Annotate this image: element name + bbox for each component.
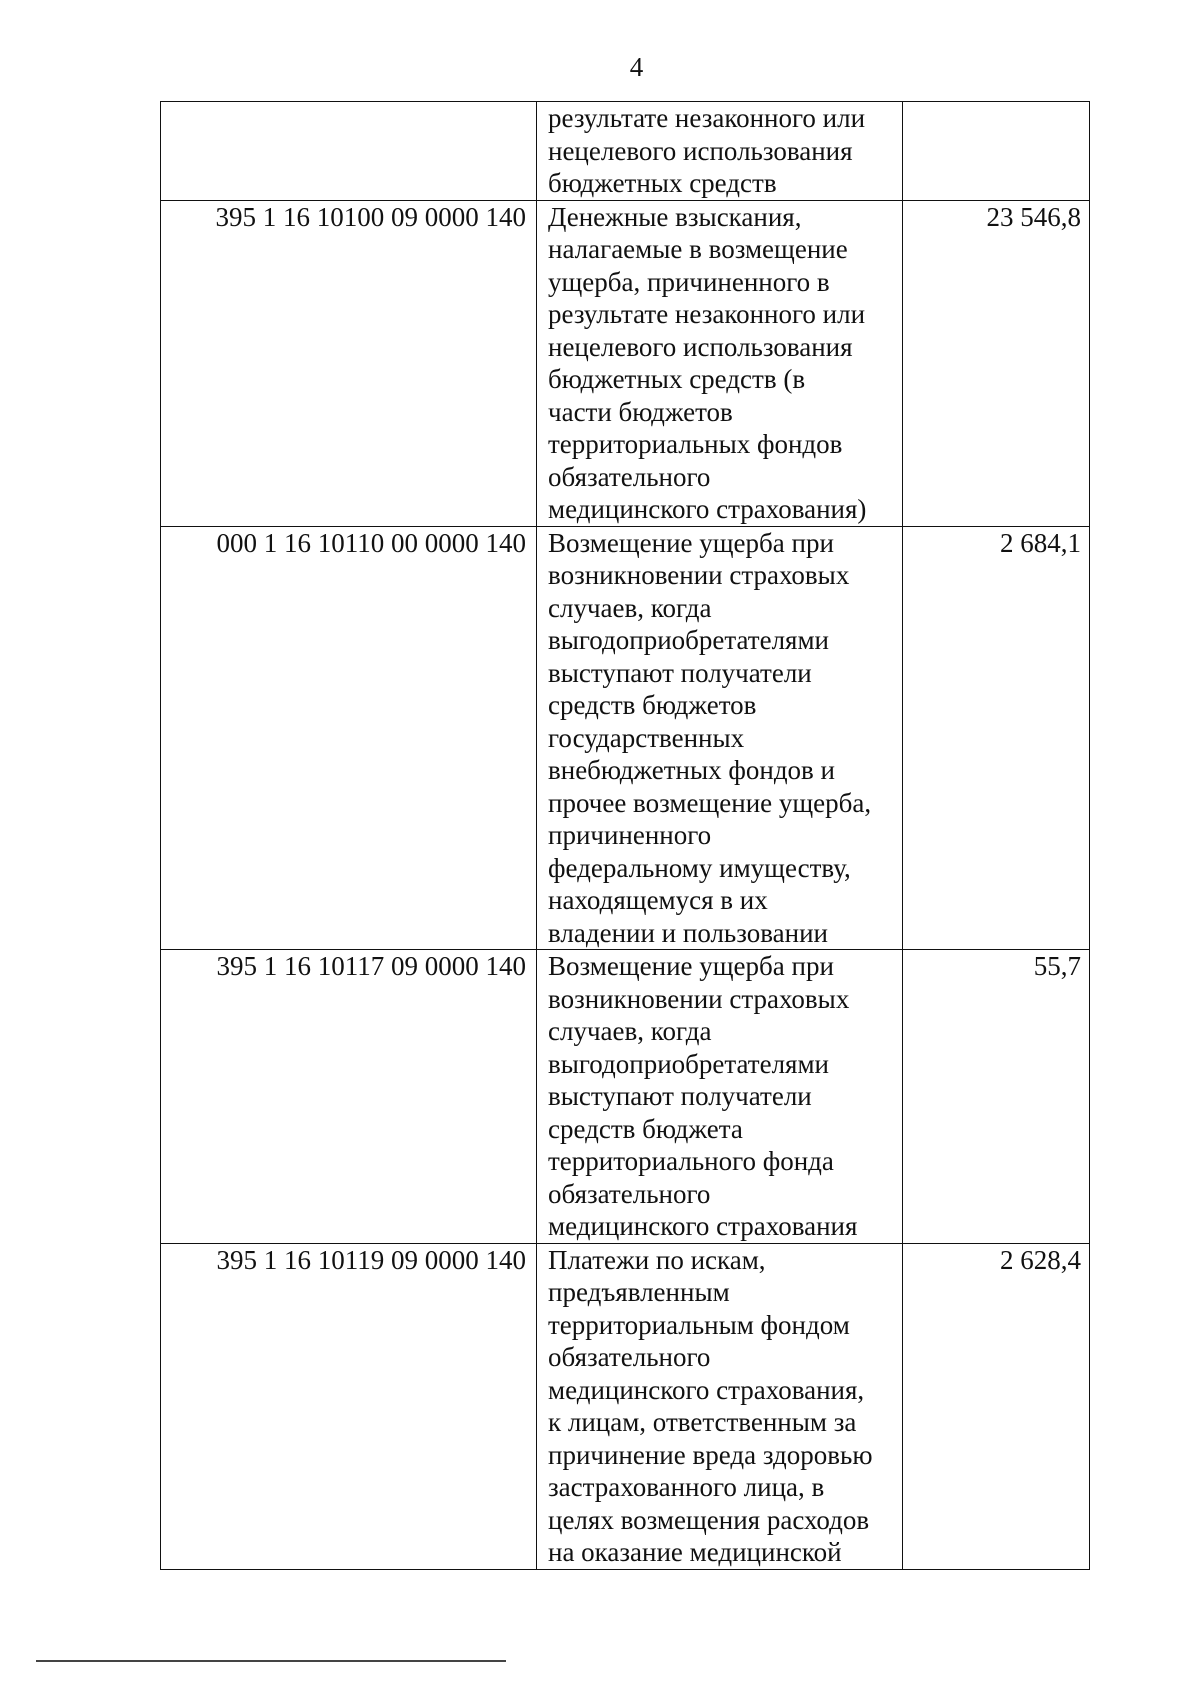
table-body	[161, 102, 1090, 1570]
description-line: застрахованного лица, в	[548, 1472, 825, 1502]
description-line: обязательного	[548, 1342, 711, 1372]
description-line: случаев, когда	[548, 592, 712, 623]
description-line: к лицам, ответственным за	[548, 1407, 857, 1437]
code-cell: 395 1 16 10100 09 0000 140	[161, 200, 537, 526]
description-line: результате незаконного или	[548, 103, 866, 133]
description-line: целях возмещения расходов	[548, 1504, 870, 1535]
page-number: 4	[629, 52, 644, 82]
description-cell	[537, 1243, 903, 1569]
description-line: выгодоприобретателями	[548, 1048, 829, 1079]
description-line: медицинского страхования	[548, 1211, 858, 1241]
description-line: возникновении страховых	[548, 983, 850, 1014]
description-line: Денежные взыскания,	[548, 201, 802, 232]
description-line: медицинского страхования,	[548, 1374, 865, 1405]
description-line: бюджетных средств	[548, 168, 777, 198]
table-row	[161, 950, 1090, 1244]
description-line: налагаемые в возмещение	[548, 234, 848, 264]
amount-cell: 2 684,1	[903, 526, 1090, 950]
description-line: обязательного	[548, 461, 711, 492]
description-line: результате незаконного или	[548, 299, 866, 329]
budget-table	[160, 101, 1090, 1570]
description-line: Возмещение ущерба при	[548, 951, 834, 981]
description-line: части бюджетов	[548, 396, 733, 427]
description-line: прочее возмещение ущерба,	[548, 787, 872, 818]
description-line: территориальных фондов	[548, 429, 843, 459]
description-line: выступают получатели	[548, 1081, 812, 1111]
description-line: ущерба, причиненного в	[548, 266, 830, 297]
amount-cell: 55,7	[903, 950, 1090, 1244]
footer-rule	[36, 1660, 506, 1662]
description-cell	[537, 200, 903, 526]
description-line: выгодоприобретателями	[548, 625, 829, 655]
description-line: федеральному имуществу,	[548, 852, 851, 883]
table-row	[161, 526, 1090, 950]
description-line: находящемуся в их	[548, 885, 768, 915]
description-line: государственных	[548, 722, 745, 753]
code-cell: 395 1 16 10119 09 0000 140	[161, 1243, 537, 1569]
description-line: обязательного	[548, 1178, 711, 1209]
description-line: причиненного	[548, 820, 712, 850]
description-line: на оказание медицинской	[548, 1537, 842, 1567]
code-cell: 000 1 16 10110 00 0000 140	[161, 526, 537, 950]
description-line: случаев, когда	[548, 1016, 712, 1046]
amount-cell: 2 628,4	[903, 1243, 1090, 1569]
table-row	[161, 1243, 1090, 1569]
description-line: средств бюджета	[548, 1113, 743, 1144]
description-line: нецелевого использования	[548, 135, 853, 166]
code-cell	[161, 102, 537, 201]
description-cell	[537, 526, 903, 950]
description-line: средств бюджетов	[548, 690, 757, 720]
description-line: Платежи по искам,	[548, 1244, 766, 1275]
description-line: выступают получатели	[548, 657, 812, 688]
description-line: территориальным фондом	[548, 1309, 850, 1340]
table-row	[161, 102, 1090, 201]
description-line: возникновении страховых	[548, 560, 850, 590]
table-row	[161, 200, 1090, 526]
description-cell	[537, 102, 903, 201]
amount-cell: 23 546,8	[903, 200, 1090, 526]
description-line: причинение вреда здоровью	[548, 1439, 873, 1470]
description-line: бюджетных средств (в	[548, 364, 806, 394]
description-line: владении и пользовании	[548, 917, 828, 948]
amount-cell	[903, 102, 1090, 201]
description-line: предъявленным	[548, 1277, 730, 1307]
description-line: нецелевого использования	[548, 331, 853, 362]
description-line: территориального фонда	[548, 1146, 834, 1176]
code-cell: 395 1 16 10117 09 0000 140	[161, 950, 537, 1244]
description-cell	[537, 950, 903, 1244]
description-line: Возмещение ущерба при	[548, 527, 834, 558]
description-line: внебюджетных фондов и	[548, 755, 836, 785]
description-line: медицинского страхования)	[548, 494, 867, 524]
